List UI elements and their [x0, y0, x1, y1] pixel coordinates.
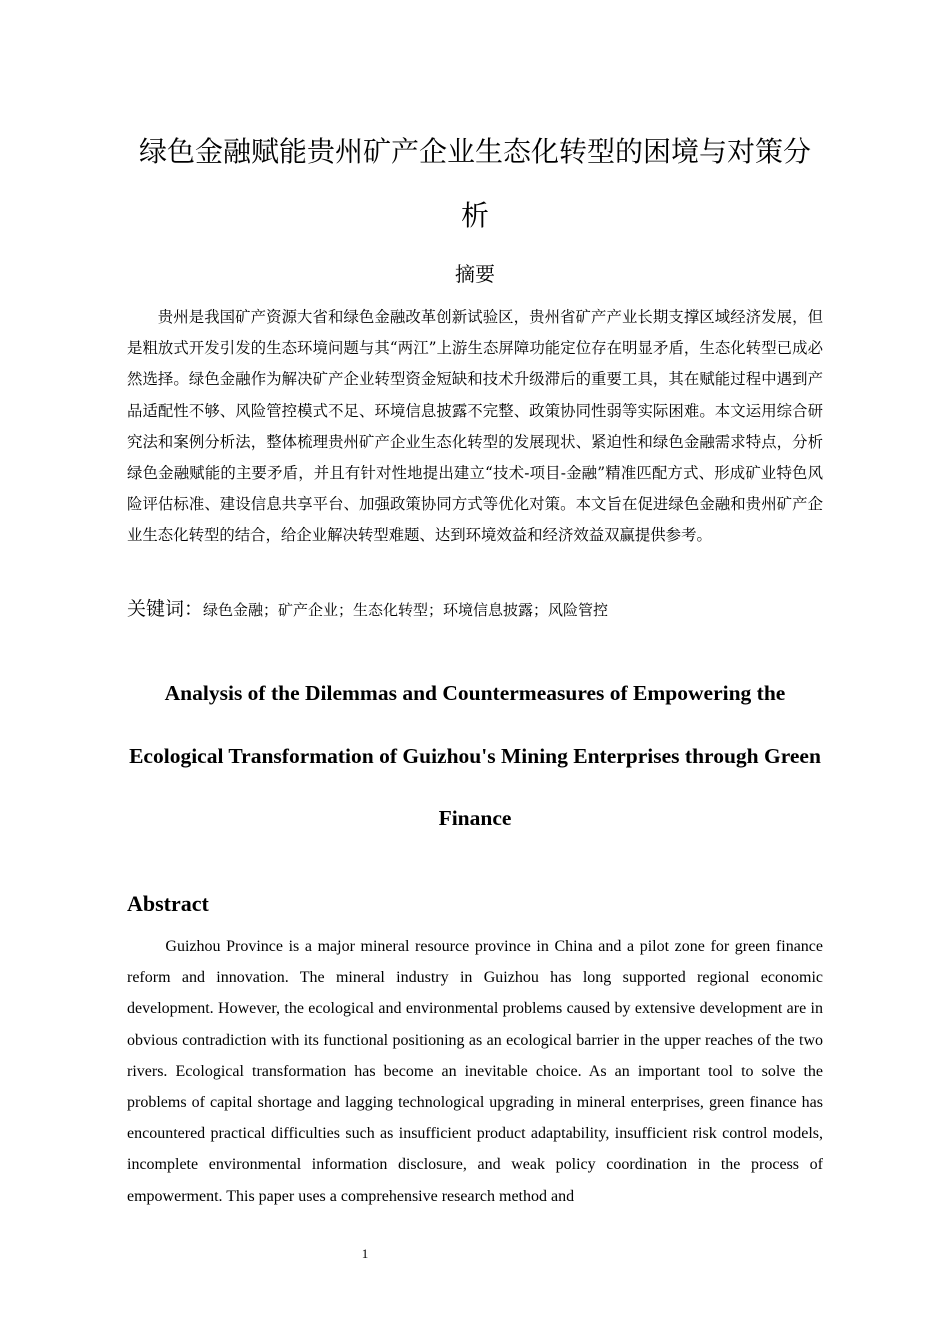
- chinese-abstract-body: 贵州是我国矿产资源大省和绿色金融改革创新试验区，贵州省矿产产业长期支撑区域经济发展，但是粗放式开发引发的生态环境问题与其“两江”上游生态屏障功能定位存在明显矛盾，生态化转型已成必然选择。绿色金融作为解决矿产企业转型资金短缺和技术升级滞后的重要工具，其在赋能过程中遇到产品适配性不够、风险管控模式不足、环境信息披露不完整、政策协同性弱等实际困难。本文运用综合研究法和案例分析法，整体梳理贵州矿产企业生态化转型的发展现状、紧迫性和绿色金融需求特点，分析绿色金融赋能的主要矛盾，并且有针对性地提出建立“技术-项目-金融”精准匹配方式、形成矿业特色风险评估标准、建设信息共享平台、加强政策协同方式等优化对策。本文旨在促进绿色金融和贵州矿产企业生态化转型的结合，给企业解决转型难题、达到环境效益和经济效益双赢提供参考。: [127, 308, 823, 545]
- chinese-title: 绿色金融赋能贵州矿产企业生态化转型的困境与对策分析: [138, 135, 811, 232]
- chinese-keywords-label: 关键词：: [127, 598, 204, 620]
- english-title: Analysis of the Dilemmas and Countermeasures of Empowering the Ecological Transformation of Guizhou's Mining Enterprises through Green Finance: [129, 681, 821, 830]
- english-abstract-body: Guizhou Province is a major mineral resource province in China and a pilot zone for green finance reform and innovation. The mineral industry in Guizhou has long supported regional economic development. However, the ecological and environmental problems caused by extensive development are in obvious contradiction with its functional positioning as an ecological barrier in the upper reaches of the two rivers. Ecological transformation has become an inevitable choice. As an important tool to solve the problems of capital shortage and lagging technological upgrading in mineral enterprises, green finance has encountered practical difficulties such as insufficient product adaptability, insufficient risk control models, incomplete environmental information disclosure, and weak policy coordination in the process of empowerment. This paper uses a comprehensive research method and: [127, 938, 823, 1205]
- english-abstract-heading: Abstract: [127, 891, 209, 916]
- chinese-keywords-values: 绿色金融；矿产企业；生态化转型；环境信息披露；风险管控: [203, 601, 609, 619]
- page-number: 1: [361, 1246, 369, 1261]
- chinese-keywords: [127, 594, 823, 626]
- chinese-abstract-heading: 摘要: [455, 262, 495, 286]
